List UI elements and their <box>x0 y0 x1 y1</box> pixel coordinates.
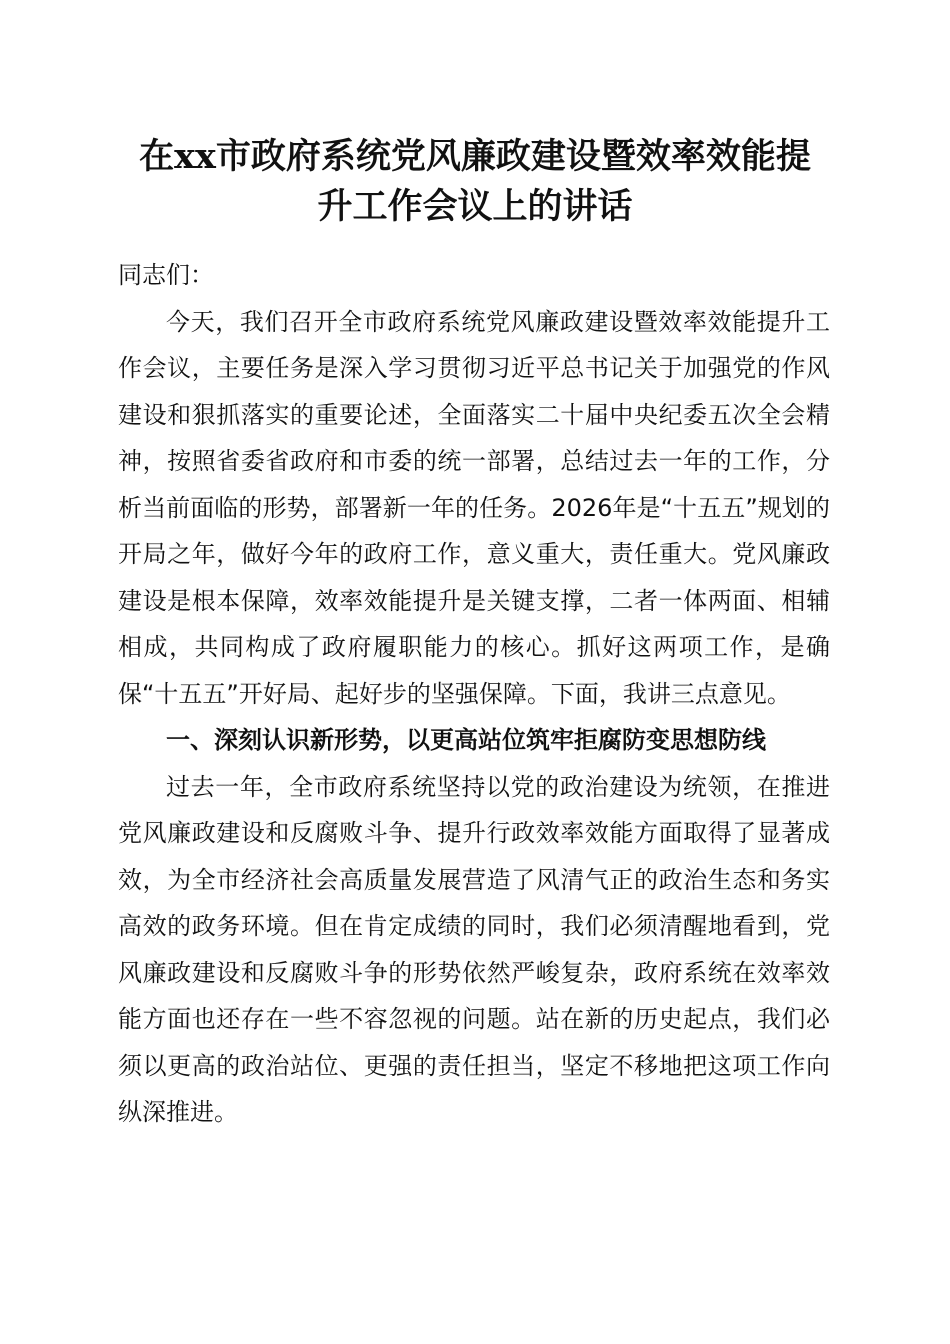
document-title-line-2: 升工作会议上的讲话 <box>317 186 633 227</box>
salutation: 同志们： <box>118 261 214 289</box>
section-heading-1: 一、深刻认识新形势，以更高站位筑牢拒腐防变思想防线 <box>166 726 766 754</box>
paragraph-opening: 今天，我们召开全市政府系统党风廉政建设暨效率效能提升工作会议，主要任务是深入学习贯彻习近平总书记关于加强党的作风建设和狠抓落实的重要论述，全面落实二十届中央纪委五次全会精神，按照省委省政府和市委的统一部署，总结过去一年的工作，分析当前面临的形势，部署新一年的任务。2026年是“十五五”规划的开局之年，做好今年的政府工作，意义重大，责任重大。党风廉政建设是根本保障，效率效能提升是关键支撑，二者一体两面、相辅相成，共同构成了政府履职能力的核心。抓好这两项工作，是确保“十五五”开好局、起好步的坚强保障。下面，我讲三点意见。 <box>118 307 830 708</box>
document-title <box>110 132 840 232</box>
paragraph-section-1: 过去一年，全市政府系统坚持以党的政治建设为统领，在推进党风廉政建设和反腐败斗争、提升行政效率效能方面取得了显著成效，为全市经济社会高质量发展营造了风清气正的政治生态和务实高效的政务环境。但在肯定成绩的同时，我们必须清醒地看到，党风廉政建设和反腐败斗争的形势依然严峻复杂，政府系统在效率效能方面也还存在一些不容忽视的问题。站在新的历史起点，我们必须以更高的政治站位、更强的责任担当，坚定不移地把这项工作向纵深推进。 <box>118 772 830 1126</box>
document-body <box>118 252 830 1136</box>
document-title-line-1: 在xx市政府系统党风廉政建设暨效率效能提 <box>139 136 811 177</box>
